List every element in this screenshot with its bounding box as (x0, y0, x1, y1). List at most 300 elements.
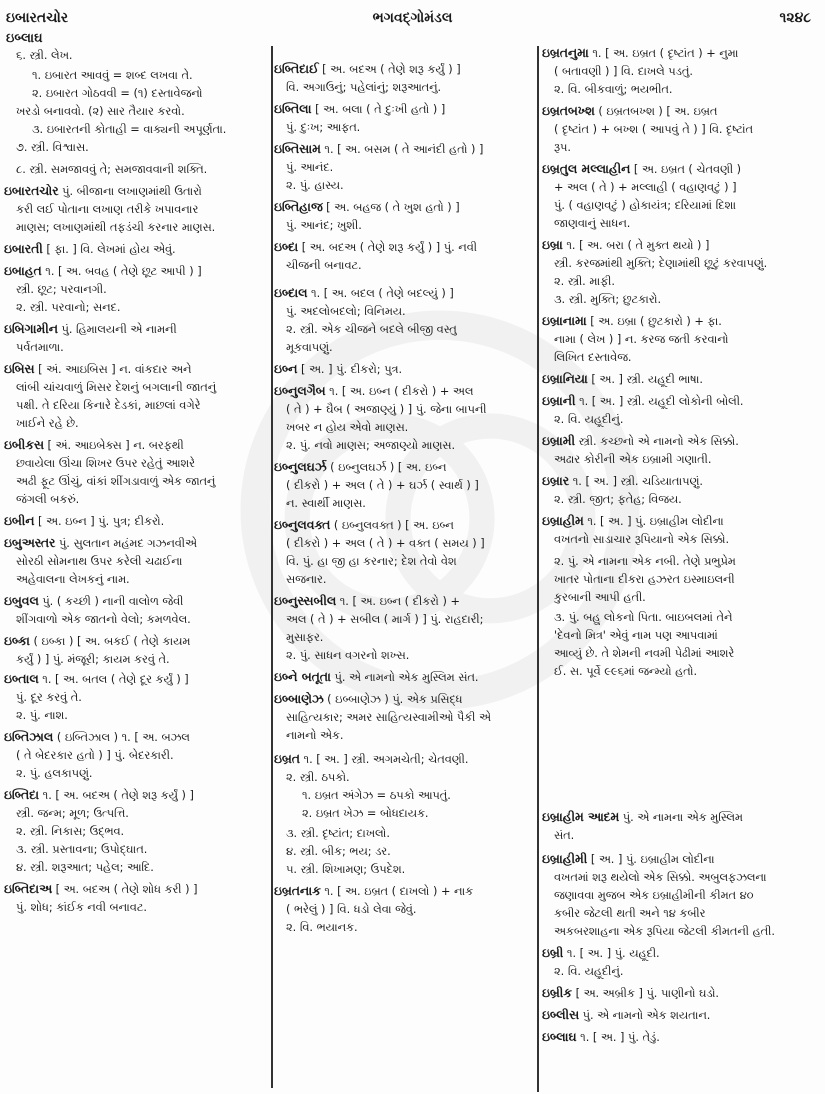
entry-line (286, 80, 536, 95)
headword: ઇબ્રતનાક (274, 884, 321, 898)
entry-line (16, 220, 270, 235)
headword: ઇબ્રતબખ્શ (542, 104, 595, 118)
definition-text: + અલ ( તે ) + મલ્લાહી ( વહાણવટું ) ] (554, 181, 737, 194)
headword: ઇબીકસ (4, 438, 44, 452)
definition-text: વખતમાં શરૂ થયેલો એક સિક્કો. અબુલફઝલના (554, 871, 767, 884)
entry-line (286, 648, 536, 663)
entry-line (16, 900, 270, 915)
entry-headword-line (274, 692, 536, 707)
definition-text: સોરઠી સોમનાથ ઉપર કરેલી ચઢાઈના (16, 555, 183, 568)
entry-line (16, 474, 270, 489)
definition-text: ૧. [ અ. બદઅ ( તેણે શરૂ કર્યું ) ] (39, 789, 194, 802)
entry-line (302, 806, 536, 821)
entry-line (554, 906, 818, 921)
definition-text: પું. દુઃખ; આફત. (286, 121, 361, 134)
entry-headword-line (4, 362, 270, 377)
entry-headword-line (274, 384, 536, 399)
definition-text: [ અ. ઇબ્રત ( ચેતવણી ) (630, 163, 742, 176)
definition-text: ૨. વિ. યહૂદીનું. (554, 413, 624, 426)
definition-text: [ અં. આઇબેક્સ ] ન. બરફથી (43, 439, 184, 452)
definition-text: વિ. અગાઉનું; પહેલાંનું; શરૂઆતનું. (286, 81, 442, 94)
entry-line (286, 536, 536, 551)
definition-text: લાંબી ચાંચવાળું મિસર દેશનું બગલાની જાતનું (16, 381, 217, 394)
entry-line (16, 398, 270, 413)
definition-text: ૫. સ્ત્રી. શિખામણ; ઉપદેશ. (286, 863, 406, 876)
definition-text: ૧. [ અ. બવહ ( તેણે છૂટ આપી ) ] (41, 265, 202, 278)
entry-line (16, 652, 270, 667)
definition-text: [ અ. ] પું. દીકરો; પુત્ર. (297, 363, 403, 376)
entry-line (286, 496, 536, 511)
entry-headword-line (4, 514, 270, 529)
entry-line (16, 766, 270, 781)
entry-headword-line (4, 788, 270, 803)
definition-text: પું. આનંદ; ખુશી. (286, 219, 362, 232)
definition-text: ૨. સ્ત્રી. ઠપકો. (286, 771, 350, 784)
entry-line (554, 122, 818, 137)
headword: ઇબ્તિહાજ (274, 200, 323, 214)
definition-text: ( તે બેદરકાર હતો ) ] પું. બેદરકારી. (16, 749, 174, 762)
entry-headword-line (274, 102, 536, 117)
entry-headword-line (274, 200, 536, 215)
definition-text: ૬. સ્ત્રી. લેખ. (16, 49, 73, 62)
entry-line (16, 300, 270, 315)
entry-line (286, 862, 536, 877)
definition-text: [ અ. બદઅ ( તેણે શોધ કરી ) ] (52, 883, 198, 896)
definition-text: શીંગવાળો એક જાતનો વેલો; કમળવેલ. (16, 613, 191, 626)
entry-headword-line (542, 434, 818, 449)
entry-line (554, 180, 818, 195)
definition-text: અકબરશાહના એક રૂપિયા જેટલી કીમતની હતી. (554, 925, 775, 938)
entry-line (16, 162, 270, 177)
entry-headword-line (274, 460, 536, 475)
definition-text: ૧. [ અ. ] પું. ઇબ્રાહીમ લોદીના (583, 515, 724, 528)
entry-line (554, 924, 818, 939)
definition-text: ૨. વિ. ભયાનક. (286, 921, 358, 934)
definition-text: લિખિત દસ્તાવેજ. (554, 351, 632, 364)
definition-text: ૨. પું. હલકાપણું. (16, 767, 93, 780)
definition-text: સ્ત્રી. કરજમાંથી મુક્તિ; દેણામાંથી છૂટું કરવાપણું. (554, 257, 768, 270)
definition-text: પર્વતમાળા. (16, 341, 64, 354)
entry-headword-line (4, 322, 270, 337)
definition-text: [ અ. ઇબ્રા ( છુટકારો ) + ફા. (586, 315, 722, 328)
entry-line (16, 492, 270, 507)
definition-text: ઈ. સ. પૂર્વે ૯૯૬માં જન્મ્યો હતો. (554, 665, 698, 678)
definition-text: ( ઇબ્કા ) [ અ. બકઈ ( તેણે કાયમ (29, 635, 191, 648)
definition-text: ( ભરેલું ) ] વિ. ધડો લેવા જેવું. (286, 903, 417, 916)
entry-headword-line (274, 752, 536, 767)
definition-text: પું. શોધ; કાંઈક નવી બનાવટ. (16, 901, 147, 914)
definition-text: મુસાફર. (286, 631, 324, 644)
entry-headword-line (4, 536, 270, 551)
definition-text: અહેવાલના લેખકનું નામ. (16, 573, 130, 586)
definition-text: ખાતર પોતાના દીકરા હઝરત ઇસ્માઇલની (554, 573, 735, 586)
definition-text: ૧. [ અ. ઇબ્રત ( દૃષ્ટાંત ) + નુમા (588, 47, 739, 60)
headword: ઇબ્તિઝાલ (4, 730, 54, 744)
entry-line (554, 590, 818, 605)
definition-text: [ અ. ઇબ્ન ] પું. પુત્ર; દીકરો. (34, 515, 165, 528)
entry-headword-line (274, 518, 536, 533)
entry-headword-line (542, 162, 818, 177)
entry-headword-line (274, 286, 536, 301)
entry-line (286, 304, 536, 319)
definition-text: કબીર જેટલી થતી અને ૧૪ કબીર (554, 907, 706, 920)
definition-text: અલ ( તે ) + સબીલ ( માર્ગ ) ] પું. રાહદારી; (286, 613, 484, 626)
headword: ઇબારતી (4, 242, 43, 256)
definition-text: ૩. સ્ત્રી. મુક્તિ; છુટકારો. (554, 293, 662, 306)
headword: ઇબ્તિલા (274, 102, 312, 116)
headword: ઇબારતચોર (4, 184, 59, 198)
entry-line (286, 322, 536, 337)
headword: ઇબ્દાલ (274, 286, 308, 300)
headword: ઇબ્રત (274, 752, 300, 766)
entry-headword-line (542, 314, 818, 329)
definition-text: ૧. ઇબારત આવવું = શબ્દ લખવા તે. (32, 69, 193, 82)
definition-text: ૧. [ અ. ] પું. યહૂદી. (563, 947, 660, 960)
headword: ઇબ્તિદાઈ (274, 62, 319, 76)
entry-line (286, 340, 536, 355)
definition-text: [ અ. બદઅ ( તેણે શરૂ કર્યું ) ] પું. નવી (298, 241, 477, 254)
definition-text: ખાઈને રહે છે. (16, 417, 79, 430)
entry-line (286, 844, 536, 859)
entry-line (554, 628, 818, 643)
entry-line (554, 870, 818, 885)
definition-text: પું. દૂર કરવું તે. (16, 691, 82, 704)
definition-text: ૨. પું. એ નામના એક નબી. તેણે પ્રભુપ્રેમ (554, 555, 736, 568)
definition-text: ૧. [ અ. બસમ ( તે આનંદી હતો ) ] (320, 143, 484, 156)
definition-text: [ અ. ] સ્ત્રી. યહૂદી ભાષા. (587, 373, 703, 386)
entry-line (286, 630, 536, 645)
entry-headword-line (274, 240, 536, 255)
definition-text: ( દૃષ્ટાંત ) + બખ્શ ( આપવું તે ) ] વિ. દૃષ્ટાંત (554, 123, 754, 136)
definition-text: ( દીકરો ) + અલ ( તે ) + ઘર્ઝ ( સ્વાર્થ ) ] (286, 479, 479, 492)
entry-line (16, 380, 270, 395)
entry-line (16, 140, 270, 155)
definition-text: ( ઇબ્નુલવક્ત ) [ અ. ઇબ્ન (330, 519, 454, 532)
entry-line (286, 826, 536, 841)
definition-text: માણસ; લખાણમાંથી તફડંચી કરનાર માણસ. (16, 221, 216, 234)
definition-text: ૨. સ્ત્રી. જીત; ફતેહ; વિજય. (554, 493, 682, 506)
headword: ઇબ્રાની (542, 394, 576, 408)
headword: ઇબ્નુલઘર્ઝ (274, 460, 327, 474)
entry-line (16, 572, 270, 587)
entry-line (286, 572, 536, 587)
entry-headword-line (542, 1008, 818, 1023)
headword: ઇબ્નુલગૈબ (274, 384, 326, 398)
entry-line (286, 218, 536, 233)
definition-text: [ ફા. ] વિ. લેખમાં હોય એવું. (42, 243, 176, 256)
definition-text: સ્ત્રી. છૂટ; પરવાનગી. (16, 283, 107, 296)
entry-headword-line (274, 670, 536, 685)
definition-text: પું. હિમાલયની એ નામની (57, 323, 177, 336)
definition-text: પું. બીજાના લખાણમાંથી ઉતારો (58, 185, 202, 198)
entry-line (16, 748, 270, 763)
headword: ઇબ્રામી (542, 434, 575, 448)
definition-text: ૧. ઇબ્રત અંગેઝ = ઠપકો આપતું. (302, 789, 451, 802)
entry-line (554, 82, 818, 97)
headword: ઇબ્નુસ્સબીલ (274, 594, 337, 608)
definition-text: પું. ( વહાણવટું ) હોકાયંત્ર; દરિયામાં દિશા (554, 199, 737, 212)
definition-text: અઢાર કોરીની એક ઇબ્રામી ગણાતી. (554, 453, 712, 466)
header-right-guideword: ઇબ્લાઘ (6, 31, 43, 46)
headword: ઇબ્બાણેઝ (274, 692, 324, 706)
entry-headword-line (4, 264, 270, 279)
definition-text: સ્ત્રી. કચ્છનો એ નામનો એક સિક્કો. (575, 435, 739, 448)
column-3 (542, 46, 818, 1092)
definition-text: નામનો એક. (286, 729, 344, 742)
entry-line (16, 612, 270, 627)
definition-text: જંગલી બકરું. (16, 493, 80, 506)
definition-text: ૧. [ અ. ] સ્ત્રી. અગમચેતી; ચેતવણી. (299, 753, 469, 766)
definition-text: પું. ( કચ્છી ) નાની વાલોળ જેવી (38, 595, 184, 608)
definition-text: ૪. સ્ત્રી. બીક; ભય; ડર. (286, 845, 391, 858)
entry-line (554, 610, 818, 625)
entry-line (554, 532, 818, 547)
definition-text: વિ. પું. હા જી હા કરનાર; દેશ તેવો વેશ (286, 555, 457, 568)
definition-text: ૧. [ અ. ] પું. તેડું. (576, 1031, 660, 1044)
definition-text: અઢી ફૂટ ઊંચું, વાંકાં શીંગડાવાળું એક જાતનું (16, 475, 216, 488)
headword: ઇબ્રાનિયા (542, 372, 588, 386)
column-1 (4, 46, 270, 1092)
entry-headword-line (542, 946, 818, 961)
definition-text: ૧. [ અ. બદલ ( તેણે બદલ્યું ) ] (307, 287, 454, 300)
definition-text: પું. એ નામના એક મુસ્લિમ (619, 811, 743, 824)
entry-headword-line (542, 104, 818, 119)
entry-headword-line (4, 634, 270, 649)
headword: ઇબ્રા (542, 238, 563, 252)
entry-line (32, 122, 270, 137)
headword: ઇબ્રીક (542, 986, 572, 1000)
entry-headword-line (4, 438, 270, 453)
headword: ઇબ્નુલવક્ત (274, 518, 331, 532)
entry-line (286, 420, 536, 435)
entry-line (16, 282, 270, 297)
definition-text: ન. સ્વાર્થી માણસ. (286, 497, 366, 510)
headword: ઇબ્રતુલ મલ્લાહીન (542, 162, 631, 176)
definition-text: ૨. પું. નાશ. (16, 709, 68, 722)
entry-line (286, 728, 536, 743)
definition-text: કરી લઈ પોતાના લખાણ તરીકે ખપાવનાર (16, 203, 199, 216)
entry-headword-line (4, 730, 270, 745)
entry-line (554, 274, 818, 289)
entry-headword-line (4, 672, 270, 687)
definition-text: જણાવવા મુજબ એક ઇબ્રાહીમીની કીમત ૪૦ (554, 889, 754, 902)
definition-text: કર્યું ) ] પું. મંજૂરી; કાયમ કરવું તે. (16, 653, 170, 666)
entry-headword-line (542, 238, 818, 253)
entry-line (286, 478, 536, 493)
entry-line (286, 554, 536, 569)
entry-line (554, 198, 818, 213)
definition-text: પું. એ નામનો એક શયતાન. (579, 1009, 711, 1022)
entry-line (16, 48, 270, 63)
entry-line (16, 690, 270, 705)
definition-text: જાણવાનું સાધન. (554, 217, 631, 230)
headword: ઇબુવલ (4, 594, 39, 608)
entry-line (554, 828, 818, 843)
entry-line (286, 178, 536, 193)
definition-text: ચીજની બનાવટ. (286, 259, 362, 272)
entry-headword-line (542, 1030, 818, 1045)
column-divider (537, 46, 539, 1092)
entry-line (32, 86, 270, 101)
definition-text: ( બતાવણી ) ] વિ. દાખલે પડતું. (554, 65, 693, 78)
definition-text: ૨. પું. સાધન વગરનો શખ્સ. (286, 649, 410, 662)
headword: ઇબ્તિદા (4, 788, 40, 802)
definition-text: સંત. (554, 829, 575, 842)
definition-text: [ અં. આઇબિસ ] ન. વાંકદાર અને (34, 363, 192, 376)
definition-text: ૧. [ અ. ઇબ્રત ( દાખલો ) + નાક (320, 885, 474, 898)
definition-text: નામા ( લેખ ) ] ન. કરજ જતી કરવાનો (554, 333, 729, 346)
entry-line (16, 340, 270, 355)
entry-line (286, 258, 536, 273)
definition-text: ૨. સ્ત્રી. એક ચીજને બદલે બીજી વસ્તુ (286, 323, 457, 336)
entry-line (554, 554, 818, 569)
entry-line (286, 160, 536, 175)
headword: ઇબ્રાનામા (542, 314, 587, 328)
definition-text: [ અ. ] પું. ઇબ્રાહીમ લોદીના (587, 853, 715, 866)
definition-text: ૩. સ્ત્રી. પ્રસ્તાવના; ઉપોદ્ઘાત. (16, 843, 148, 856)
entry-headword-line (274, 362, 536, 377)
entry-line (16, 554, 270, 569)
definition-text: ૨. સ્ત્રી. પરવાનો; સનદ. (16, 301, 121, 314)
entry-headword-line (542, 852, 818, 867)
page-number: ૧૨૪૮ (779, 10, 811, 26)
definition-text: [ અ. બહજ ( તે ખુશ હતો ) ] (322, 201, 460, 214)
headword: ઇબાહત (4, 264, 42, 278)
entry-headword-line (542, 474, 818, 489)
entry-headword-line (542, 986, 818, 1001)
entry-line (16, 202, 270, 217)
headword: ઇબ્તિદાઅ (4, 882, 53, 896)
definition-text: ૨. ઇબ્રત ખેઝ = બોધદાયક. (302, 807, 429, 820)
column-2 (274, 46, 536, 1092)
entry-line (286, 920, 536, 935)
definition-text: ખબર ન હોય એવો માણસ. (286, 421, 409, 434)
definition-text: ( ઇબ્બાણેઝ ) પું. એક પ્રસિદ્ધ (323, 693, 463, 706)
entry-headword-line (542, 514, 818, 529)
entry-line (554, 256, 818, 271)
definition-text: પક્ષી. તે દરિયા કિનારે દેડકાં, માછલાં વગેરે (16, 399, 201, 412)
entry-line (554, 140, 818, 155)
headword: ઇબ્ન (274, 362, 298, 376)
definition-text: 'દેવનો મિત્ર' એવું નામ પણ આપવામાં (554, 629, 718, 642)
definition-text: પું. એ નામનો એક મુસ્લિમ સંત. (330, 671, 479, 684)
headword: ઇબ્તાલ (4, 672, 39, 686)
definition-text: ( ઇબ્નુલઘર્ઝ ) [ અ. ઇબ્ન (326, 461, 447, 474)
entry-line (286, 612, 536, 627)
definition-text: ૧. [ અ. બતલ ( તેણે દૂર કર્યું ) ] (38, 673, 189, 686)
definition-text: છવાયેલા ઊંચા શિખર ઉપર રહેતું આશરે (16, 457, 195, 470)
headword: ઇબ્રાહીમ (542, 514, 584, 528)
entry-line (554, 292, 818, 307)
definition-text: ૪. સ્ત્રી. શરૂઆત; પહેલ; આદિ. (16, 861, 154, 874)
definition-text: પું. અદલોબદલો; વિનિમય. (286, 305, 406, 318)
definition-text: [ અ. બદઅ ( તેણે શરૂ કર્યું ) ] (318, 63, 461, 76)
entry-line (286, 770, 536, 785)
definition-text: ૧. [ અ. ] સ્ત્રી. યહૂદી લોકોની બોલી. (575, 395, 744, 408)
definition-text: સ્ત્રી. જન્મ; મૂળ; ઉત્પત્તિ. (16, 807, 129, 820)
entry-line (32, 68, 270, 83)
definition-text: ૨. વિ. બીકવાળું; ભયભીત. (554, 83, 673, 96)
entry-headword-line (542, 810, 818, 825)
entry-line (16, 708, 270, 723)
definition-text: ૧. [ અ. બરા ( તે મુક્ત થયો ) ] (562, 239, 710, 252)
entry-line (16, 824, 270, 839)
definition-text: પું. આનંદ. (286, 161, 334, 174)
definition-text: ૧. [ અ. ] સ્ત્રી. ચડિયાતાપણું. (569, 475, 703, 488)
definition-text: [ અ. અબ્રીક ] પું. પાણીનો ઘડો. (571, 987, 719, 1000)
definition-text: સાહિત્યકાર; અમર સાહિત્યસ્વામીઓ પૈકી એ (286, 711, 491, 724)
headword: ઇબ્રાહીમી (542, 852, 588, 866)
entry-line (16, 416, 270, 431)
headword: ઇબ્રતનુમા (542, 46, 589, 60)
entry-line (286, 902, 536, 917)
headword: ઇબ્કા (4, 634, 30, 648)
entry-line (554, 412, 818, 427)
definition-text: ૩. સ્ત્રી. દૃષ્ટાંત; દાખલો. (286, 827, 390, 840)
definition-text: ૮. સ્ત્રી. સમજાવવું તે; સમજાવવાની શક્તિ. (16, 163, 208, 176)
entry-headword-line (4, 594, 270, 609)
headword: ઇબ્લીસ (542, 1008, 580, 1022)
entry-line (554, 664, 818, 679)
definition-text: ૨. પું. હાસ્ય. (286, 179, 344, 192)
column-divider (271, 46, 273, 1088)
entry-headword-line (4, 242, 270, 257)
entry-line (16, 456, 270, 471)
definition-text: મૂકવાપણું. (286, 341, 333, 354)
header-title: ભગવદ્ગોમંડલ (372, 10, 453, 26)
entry-line (554, 332, 818, 347)
definition-text: ( દીકરો ) + અલ ( તે ) + વક્ત ( સમય ) ] (286, 537, 485, 550)
headword: ઇબ્દા (274, 240, 299, 254)
entry-line (554, 646, 818, 661)
entry-line (554, 572, 818, 587)
definition-text: ૧. [ અ. ઇબ્ન ( દીકરો ) + (336, 595, 460, 608)
entry-line (554, 492, 818, 507)
definition-text: ૨. ઇબારત ગોઠવવી = (૧) દસ્તાવેજનો (32, 87, 203, 100)
definition-text: ( ઇબ્તિઝાલ ) ૧. [ અ. બઝલ (53, 731, 190, 744)
entry-line (16, 860, 270, 875)
entry-line (554, 964, 818, 979)
headword: ઇબ્તિસામ (274, 142, 321, 156)
entry-line (554, 64, 818, 79)
definition-text: ૨. વિ. યહૂદીનું. (554, 965, 624, 978)
entry-line (554, 216, 818, 231)
entry-line (302, 788, 536, 803)
entry-line (286, 120, 536, 135)
definition-text: ખરડો બનાવવો. (૨) સાર તૈયાર કરવો. (16, 105, 185, 118)
entry-headword-line (542, 46, 818, 61)
entry-headword-line (542, 372, 818, 387)
entry-line (554, 350, 818, 365)
definition-text: કુરબાની આપી હતી. (554, 591, 646, 604)
definition-text: ૨. સ્ત્રી. માફી. (554, 275, 615, 288)
entry-headword-line (274, 884, 536, 899)
definition-text: રૂપ. (554, 141, 571, 154)
headword: ઇબિસ (4, 362, 35, 376)
entry-line (16, 842, 270, 857)
definition-text: ૭. સ્ત્રી. વિશ્વાસ. (16, 141, 89, 154)
headword: ઇબિગામીન (4, 322, 58, 336)
entry-line (286, 710, 536, 725)
definition-text: ૩. પું. બહુ લોકનો પિતા. બાઇબલમાં તેને (554, 611, 733, 624)
entry-line (286, 438, 536, 453)
headword: ઇબ્ને બતૂતા (274, 670, 331, 684)
headword: ઇબ્રી (542, 946, 564, 960)
entry-headword-line (274, 594, 536, 609)
headword: ઇબુઅસ્તર (4, 536, 56, 550)
entry-line (16, 806, 270, 821)
entry-headword-line (542, 394, 818, 409)
